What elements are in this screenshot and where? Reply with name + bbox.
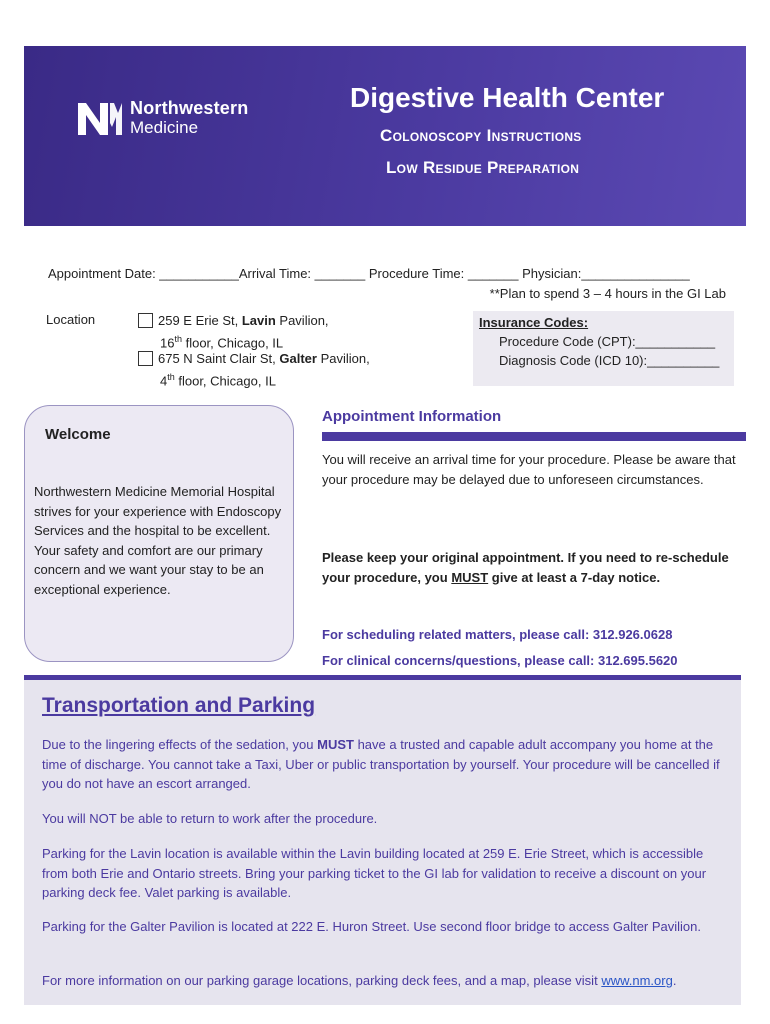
appointment-fields-line: Appointment Date: ___________Arrival Time: _______ Procedure Time: _______ Physician:_______________ xyxy=(48,266,690,281)
galter-floor-city: floor, Chicago, IL xyxy=(174,373,276,389)
galter-floor-sup: th xyxy=(167,372,175,382)
nm-logo-icon xyxy=(76,99,124,137)
galter-floor-num: 4 xyxy=(160,373,168,389)
location-label: Location xyxy=(46,312,96,327)
insurance-codes-box xyxy=(473,311,734,386)
subtitle-preparation: Low Residue Preparation xyxy=(386,158,580,177)
more-info-period: . xyxy=(672,973,677,988)
lavin-parking-paragraph: Parking for the Lavin location is available within the Lavin building located at 259 E. Erie Street, which is accessible from both Erie and Ontario streets. Bring your parking ticket to the GI lab for validation to receive a discount on your parking deck fee. Valet parking is available. xyxy=(42,846,707,900)
nm-website-link[interactable]: www.nm.org xyxy=(601,973,673,988)
galter-address: 675 N Saint Clair St, xyxy=(158,351,280,366)
galter-pavilion: Pavilion, xyxy=(316,351,370,366)
galter-parking-paragraph: Parking for the Galter Pavilion is located at 222 E. Huron Street. Use second floor bridge to access Galter Pavilion. xyxy=(42,919,702,934)
escort-text-post: have a trusted and capable adult accompany you home at the time of discharge. You cannot take a Taxi, Uber or public transportation by yourself. Your procedure will be cancelled if you do not have an escort arranged. xyxy=(42,737,720,791)
escort-paragraph xyxy=(42,735,732,794)
procedure-code-field: Procedure Code (CPT):___________ xyxy=(499,334,716,349)
welcome-box xyxy=(24,405,294,662)
arrival-time-paragraph: You will receive an arrival time for your procedure. Please be aware that your procedure may be delayed due to unforeseen circumstances. xyxy=(322,452,736,487)
escort-text-pre: Due to the lingering effects of the sedation, you xyxy=(42,737,318,752)
subtitle-instructions: Colonoscopy Instructions xyxy=(380,126,582,145)
northwestern-medicine-logo xyxy=(76,99,248,137)
welcome-title: Welcome xyxy=(45,426,111,443)
lavin-floor-num: 16 xyxy=(160,335,175,351)
galter-checkbox[interactable] xyxy=(138,351,153,366)
reschedule-paragraph xyxy=(322,548,747,587)
insurance-title: Insurance Codes: xyxy=(479,315,589,330)
more-info-paragraph xyxy=(42,971,732,991)
reschedule-notice: give at least a 7-day notice. xyxy=(488,569,661,585)
logo-line1: Northwestern xyxy=(130,98,249,118)
lavin-floor-sup: th xyxy=(174,334,182,344)
galter-name: Galter xyxy=(279,351,317,366)
plan-note: **Plan to spend 3 – 4 hours in the GI Lab xyxy=(489,286,726,301)
logo-line2: Medicine xyxy=(130,118,199,137)
reschedule-must: MUST xyxy=(451,569,489,585)
reschedule-text: Please keep your original appointment. If you need to re-schedule your procedure, you xyxy=(322,550,729,585)
clinical-phone: For clinical concerns/questions, please call: 312.695.5620 xyxy=(322,653,678,668)
appointment-info-title: Appointment Information xyxy=(322,408,502,425)
lavin-pavilion: Pavilion, xyxy=(275,313,329,328)
lavin-checkbox[interactable] xyxy=(138,313,153,328)
lavin-floor-city: floor, Chicago, IL xyxy=(181,335,284,351)
transportation-title: Transportation and Parking xyxy=(42,694,316,717)
lavin-name: Lavin xyxy=(241,313,276,328)
location-option-lavin[interactable] xyxy=(138,311,329,352)
lavin-address: 259 E Erie St, xyxy=(158,313,242,328)
header-banner xyxy=(24,46,746,226)
more-info-text: For more information on our parking garage locations, parking deck fees, and a map, please visit xyxy=(42,973,602,988)
diagnosis-code-field: Diagnosis Code (ICD 10):__________ xyxy=(499,353,720,368)
page-title: Digestive Health Center xyxy=(350,82,665,113)
welcome-body: Northwestern Medicine Memorial Hospital strives for your experience with Endoscopy Services and the hospital to be excellent. Your safety and comfort are our primary concern and we want your stay to be an exceptional experience. xyxy=(34,484,282,597)
no-work-paragraph: You will NOT be able to return to work after the procedure. xyxy=(42,811,378,826)
scheduling-phone: For scheduling related matters, please call: 312.926.0628 xyxy=(322,627,673,642)
location-option-galter[interactable] xyxy=(138,349,370,390)
escort-must: MUST xyxy=(317,737,354,752)
transportation-section xyxy=(24,680,741,1005)
appointment-info-divider xyxy=(322,432,746,441)
